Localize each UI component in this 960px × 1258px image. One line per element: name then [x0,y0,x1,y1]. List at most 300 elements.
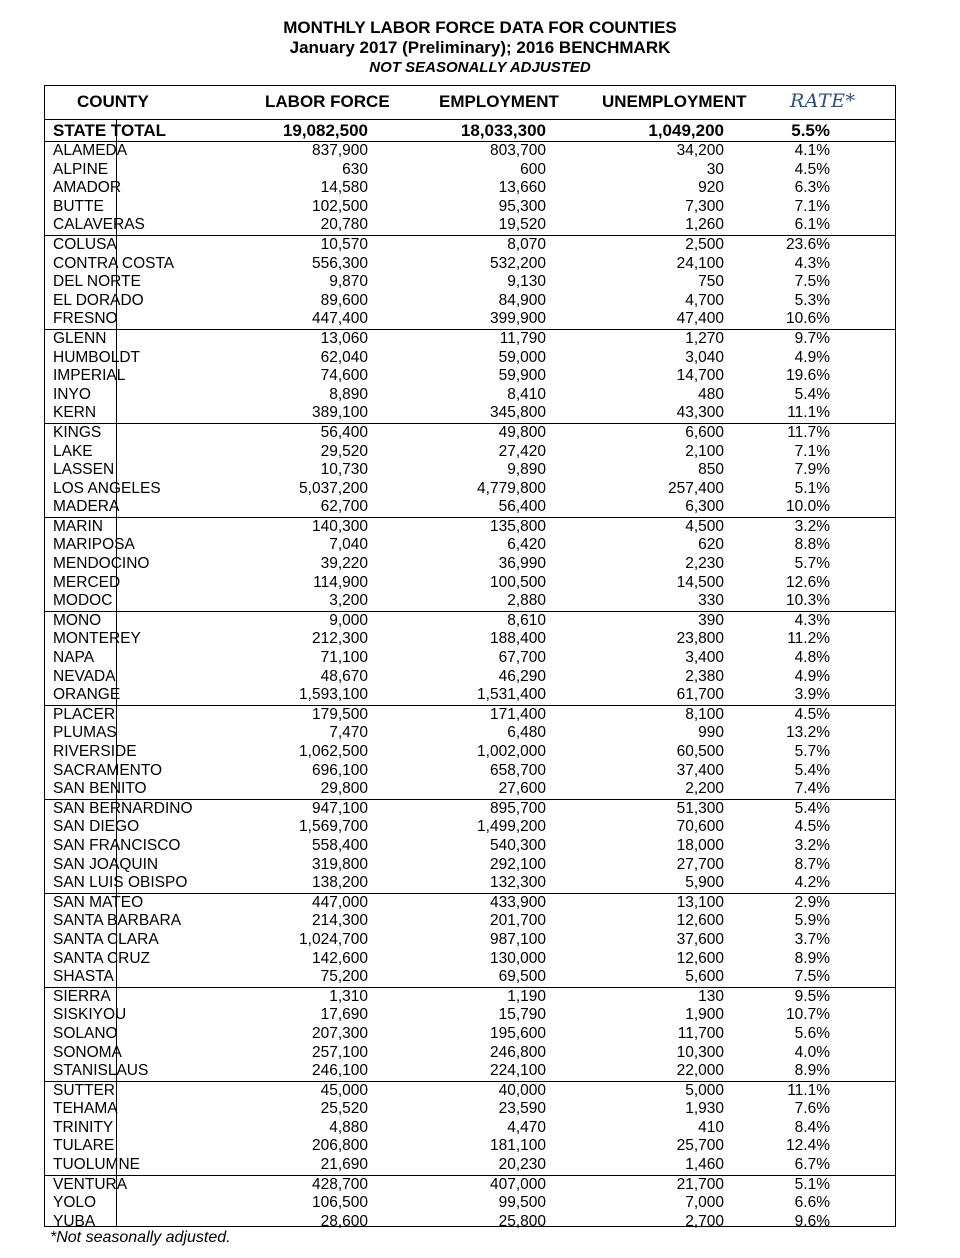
cell-employment: 59,000 [498,348,546,366]
cell-unemployment: 1,270 [685,329,724,347]
cell-employment: 399,900 [489,310,546,328]
cell-rate: 5.1% [794,1175,830,1193]
cell-county: KINGS [53,423,102,441]
table-row [45,837,895,856]
table-row [45,423,895,443]
cell-employment: 95,300 [498,197,546,215]
table-row [45,273,895,292]
cell-unemployment: 37,400 [676,761,724,779]
cell-rate: 6.1% [794,216,830,234]
cell-labor-force: 5,037,200 [299,479,368,497]
table-row [45,574,895,593]
cell-county: SAN JOAQUIN [53,855,159,873]
cell-county: TUOLUMNE [53,1156,140,1174]
table-row [45,1137,895,1156]
cell-labor-force: 14,580 [320,179,368,197]
cell-labor-force: 7,470 [329,724,368,742]
cell-labor-force: 1,062,500 [299,743,368,760]
cell-labor-force: 13,060 [320,329,368,347]
cell-rate: 11.7% [787,423,830,441]
table-row [45,1175,895,1195]
cell-rate: 23.6% [786,235,830,253]
cell-rate: 4.5% [794,818,830,836]
cell-unemployment: 13,100 [676,893,724,911]
cell-labor-force: 7,040 [329,536,368,554]
table-row [45,705,895,725]
cell-labor-force: 447,400 [311,310,368,328]
table-row [45,235,895,255]
cell-employment: 1,002,000 [477,743,546,760]
cell-unemployment: 7,000 [685,1194,724,1212]
cell-labor-force: 447,000 [311,893,368,911]
table-row [45,931,895,950]
cell-employment: 224,100 [489,1062,546,1080]
cell-rate: 5.4% [794,799,830,817]
page-title: MONTHLY LABOR FORCE DATA FOR COUNTIES [283,18,677,37]
table-row [45,743,895,762]
cell-labor-force: 39,220 [320,555,368,573]
cell-labor-force: 102,500 [311,197,368,215]
cell-employment: 4,779,800 [477,479,546,497]
cell-labor-force: 9,000 [329,611,368,629]
cell-rate: 4.3% [794,254,830,272]
table-row [45,1119,895,1138]
cell-rate: 6.6% [794,1194,830,1212]
cell-unemployment: 4,700 [685,291,724,309]
cell-rate: 5.4% [794,385,830,403]
table-row [45,555,895,574]
cell-rate: 10.7% [786,1006,830,1024]
cell-rate: 11.2% [787,630,830,648]
cell-county: MARIPOSA [53,536,135,554]
table-row [45,179,895,198]
cell-rate: 11.1% [787,404,830,422]
table-row [45,912,895,931]
cell-unemployment: 60,500 [676,743,724,760]
cell-employment: 407,000 [489,1175,546,1193]
cell-county: MADERA [53,498,120,516]
table-row [45,1006,895,1025]
cell-unemployment: 12,600 [676,949,724,967]
cell-labor-force: 8,890 [329,385,368,403]
cell-labor-force: 45,000 [320,1081,368,1099]
cell-unemployment: 14,500 [676,573,724,591]
cell-labor-force: 1,593,100 [299,686,368,704]
cell-unemployment: 2,500 [685,235,724,253]
table-row [45,386,895,405]
cell-rate: 4.5% [794,160,830,178]
cell-county: SAN DIEGO [53,818,140,836]
table-row [45,686,895,705]
cell-employment: 1,499,200 [477,818,546,836]
cell-unemployment: 24,100 [676,254,724,272]
cell-rate: 6.7% [794,1156,830,1174]
cell-county: MARIN [53,517,103,535]
cell-county: SOLANO [53,1024,118,1042]
cell-employment: 49,800 [498,423,546,441]
cell-labor-force: 556,300 [311,254,368,272]
cell-employment: 36,990 [498,555,546,573]
cell-labor-force: 89,600 [320,291,368,309]
cell-labor-force: 206,800 [311,1137,368,1155]
cell-labor-force: 75,200 [320,968,368,986]
cell-labor-force: 9,870 [329,273,368,291]
table-row [45,461,895,480]
cell-labor-force: 630 [342,160,368,178]
cell-county: STANISLAUS [53,1062,149,1080]
title-block [0,18,960,77]
cell-employment: 69,500 [498,968,546,986]
cell-employment: 15,790 [498,1006,546,1024]
cell-labor-force: 28,600 [320,1212,368,1230]
cell-labor-force: 56,400 [320,423,368,441]
cell-unemployment: 257,400 [667,479,724,497]
cell-employment: 6,480 [507,724,546,742]
cell-county: SAN FRANCISCO [53,836,181,854]
cell-employment: 99,500 [498,1194,546,1212]
cell-rate: 9.6% [794,1212,830,1230]
table-row [45,255,895,274]
cell-labor-force: 428,700 [311,1175,368,1193]
cell-labor-force: 10,570 [320,235,368,253]
cell-county: FRESNO [53,310,118,328]
table-row [45,987,895,1007]
cell-county: MONTEREY [53,630,141,648]
cell-county: TEHAMA [53,1100,118,1118]
cell-labor-force: 214,300 [311,912,368,930]
cell-rate: 4.0% [794,1043,830,1061]
cell-rate: 8.7% [794,855,830,873]
cell-labor-force: 257,100 [311,1043,368,1061]
cell-rate: 10.3% [786,592,830,610]
table-row [45,762,895,781]
cell-rate: 5.5% [791,121,830,140]
cell-labor-force: 10,730 [320,461,368,479]
header-county: COUNTY [77,92,149,111]
table-row [45,404,895,423]
cell-employment: 18,033,300 [460,121,546,140]
cell-employment: 25,800 [498,1212,546,1230]
cell-labor-force: 389,100 [311,404,368,422]
cell-rate: 4.3% [794,611,830,629]
cell-unemployment: 3,040 [685,348,724,366]
cell-labor-force: 21,690 [320,1156,368,1174]
table-row [45,856,895,875]
cell-rate: 5.4% [794,761,830,779]
cell-county: YOLO [53,1194,97,1212]
cell-rate: 3.9% [794,686,830,704]
cell-labor-force: 207,300 [311,1024,368,1042]
cell-rate: 7.5% [794,273,830,291]
table-row [45,329,895,349]
cell-unemployment: 2,380 [685,667,724,685]
cell-county: PLUMAS [53,724,117,742]
cell-unemployment: 47,400 [676,310,724,328]
cell-county: TULARE [53,1137,115,1155]
cell-unemployment: 1,260 [685,216,724,234]
cell-rate: 4.9% [794,348,830,366]
cell-county: NAPA [53,649,95,667]
cell-rate: 9.5% [794,987,830,1005]
header-labor-force: LABOR FORCE [265,92,390,111]
cell-unemployment: 43,300 [676,404,724,422]
cell-unemployment: 4,500 [685,517,724,535]
cell-employment: 20,230 [498,1156,546,1174]
cell-unemployment: 51,300 [676,799,724,817]
cell-county: NEVADA [53,667,116,685]
table-row [45,592,895,611]
cell-labor-force: 142,600 [311,949,368,967]
cell-county: STATE TOTAL [53,121,167,140]
cell-rate: 4.8% [794,649,830,667]
cell-unemployment: 25,700 [676,1137,724,1155]
cell-county: TRINITY [53,1118,114,1136]
cell-unemployment: 6,600 [685,423,724,441]
table-row [45,611,895,631]
table-row [45,310,895,329]
cell-labor-force: 696,100 [311,761,368,779]
cell-employment: 292,100 [489,855,546,873]
table-row [45,517,895,537]
cell-county: MODOC [53,592,113,610]
cell-unemployment: 330 [698,592,724,610]
cell-labor-force: 20,780 [320,216,368,234]
cell-rate: 8.9% [794,1062,830,1080]
cell-county: SAN LUIS OBISPO [53,874,188,892]
cell-rate: 3.2% [794,517,830,535]
cell-county: SUTTER [53,1081,115,1099]
cell-employment: 188,400 [489,630,546,648]
table-body [45,120,895,1231]
cell-rate: 2.9% [794,893,830,911]
table-row [45,443,895,462]
cell-employment: 8,070 [507,235,546,253]
cell-county: MENDOCINO [53,555,150,573]
cell-labor-force: 1,569,700 [299,818,368,836]
cell-labor-force: 1,024,700 [299,930,368,948]
cell-employment: 2,880 [507,592,546,610]
cell-county: HUMBOLDT [53,348,140,366]
table-row [45,818,895,837]
cell-unemployment: 2,200 [685,780,724,798]
cell-unemployment: 18,000 [676,836,724,854]
cell-unemployment: 1,930 [685,1100,724,1118]
cell-rate: 4.2% [794,874,830,892]
cell-rate: 7.6% [794,1100,830,1118]
table-row [45,198,895,217]
cell-unemployment: 850 [698,461,724,479]
page-subtitle: January 2017 (Preliminary); 2016 BENCHMARK [289,38,671,57]
cell-employment: 433,900 [489,893,546,911]
cell-rate: 8.9% [794,949,830,967]
cell-labor-force: 74,600 [320,367,368,385]
cell-county: SAN MATEO [53,893,144,911]
cell-rate: 12.4% [786,1137,830,1155]
cell-rate: 3.7% [794,930,830,948]
cell-labor-force: 138,200 [311,874,368,892]
cell-county: SAN BENITO [53,780,147,798]
cell-county: INYO [53,385,91,403]
table-row [45,724,895,743]
cell-employment: 201,700 [489,912,546,930]
cell-county: SACRAMENTO [53,761,163,779]
cell-labor-force: 29,800 [320,780,368,798]
cell-rate: 19.6% [786,367,830,385]
cell-unemployment: 22,000 [676,1062,724,1080]
table-row [45,216,895,235]
cell-unemployment: 61,700 [676,686,724,704]
cell-unemployment: 1,900 [685,1006,724,1024]
cell-unemployment: 920 [698,179,724,197]
header-rate: RATE* [790,90,856,112]
cell-employment: 803,700 [489,142,546,159]
table-header-row [45,86,895,120]
cell-unemployment: 5,000 [685,1081,724,1099]
cell-employment: 895,700 [489,799,546,817]
table-row [45,1156,895,1175]
cell-employment: 171,400 [489,705,546,723]
table-row [45,874,895,893]
cell-employment: 46,290 [498,667,546,685]
cell-employment: 532,200 [489,254,546,272]
cell-unemployment: 2,100 [685,442,724,460]
cell-employment: 135,800 [489,517,546,535]
cell-county: CALAVERAS [53,216,145,234]
cell-unemployment: 70,600 [676,818,724,836]
cell-county: SANTA CLARA [53,930,159,948]
cell-unemployment: 5,900 [685,874,724,892]
cell-employment: 56,400 [498,498,546,516]
cell-unemployment: 620 [698,536,724,554]
table-row [45,480,895,499]
cell-county: DEL NORTE [53,273,141,291]
cell-county: CONTRA COSTA [53,254,175,272]
cell-county: RIVERSIDE [53,743,137,760]
cell-labor-force: 558,400 [311,836,368,854]
cell-unemployment: 27,700 [676,855,724,873]
table-row [45,968,895,987]
cell-unemployment: 7,300 [685,197,724,215]
cell-unemployment: 37,600 [676,930,724,948]
table-row [45,1194,895,1213]
cell-employment: 6,420 [507,536,546,554]
cell-labor-force: 19,082,500 [282,121,368,140]
cell-employment: 540,300 [489,836,546,854]
cell-rate: 6.3% [794,179,830,197]
cell-county: SIERRA [53,987,111,1005]
cell-unemployment: 34,200 [676,142,724,159]
cell-unemployment: 1,049,200 [648,121,724,140]
cell-unemployment: 8,100 [685,705,724,723]
cell-employment: 84,900 [498,291,546,309]
cell-unemployment: 1,460 [685,1156,724,1174]
cell-county: LASSEN [53,461,115,479]
labor-force-table [44,85,896,1230]
cell-county: KERN [53,404,97,422]
cell-rate: 7.4% [794,780,830,798]
cell-county: IMPERIAL [53,367,126,385]
cell-labor-force: 3,200 [329,592,368,610]
cell-unemployment: 5,600 [685,968,724,986]
cell-county: LAKE [53,442,93,460]
cell-rate: 5.7% [794,555,830,573]
cell-employment: 600 [520,160,546,178]
cell-county: MONO [53,611,102,629]
table-row [45,161,895,180]
table-row [45,349,895,368]
cell-labor-force: 4,880 [329,1118,368,1136]
cell-labor-force: 319,800 [311,855,368,873]
cell-county: COLUSA [53,235,117,253]
cell-employment: 67,700 [498,649,546,667]
table-row [45,1025,895,1044]
cell-unemployment: 21,700 [676,1175,724,1193]
cell-unemployment: 23,800 [676,630,724,648]
cell-unemployment: 750 [698,273,724,291]
cell-county: AMADOR [53,179,122,197]
table-row [45,498,895,517]
cell-labor-force: 212,300 [311,630,368,648]
cell-labor-force: 25,520 [320,1100,368,1118]
table-row [45,780,895,799]
table-row [45,893,895,913]
cell-unemployment: 3,400 [685,649,724,667]
cell-county: YUBA [53,1212,96,1230]
cell-rate: 4.1% [794,142,830,159]
cell-county: SONOMA [53,1043,122,1061]
cell-rate: 10.0% [786,498,830,516]
cell-employment: 27,600 [498,780,546,798]
cell-rate: 4.9% [794,667,830,685]
cell-county: ALAMEDA [53,142,128,159]
cell-labor-force: 17,690 [320,1006,368,1024]
cell-unemployment: 990 [698,724,724,742]
cell-unemployment: 480 [698,385,724,403]
cell-rate: 5.1% [794,479,830,497]
cell-employment: 195,600 [489,1024,546,1042]
cell-labor-force: 1,310 [329,987,368,1005]
cell-labor-force: 62,040 [320,348,368,366]
cell-employment: 8,610 [507,611,546,629]
cell-rate: 9.7% [794,329,830,347]
cell-labor-force: 62,700 [320,498,368,516]
cell-county: LOS ANGELES [53,479,161,497]
footnote: *Not seasonally adjusted. [50,1229,231,1246]
cell-county: EL DORADO [53,291,144,309]
header-unemployment: UNEMPLOYMENT [602,92,747,111]
cell-rate: 8.8% [794,536,830,554]
cell-county: SISKIYOU [53,1006,127,1024]
cell-county: GLENN [53,329,107,347]
cell-employment: 658,700 [489,761,546,779]
cell-labor-force: 106,500 [311,1194,368,1212]
table-row [45,649,895,668]
cell-labor-force: 947,100 [311,799,368,817]
table-row [45,630,895,649]
cell-unemployment: 14,700 [676,367,724,385]
cell-county: PLACER [53,705,116,723]
cell-employment: 59,900 [498,367,546,385]
cell-employment: 246,800 [489,1043,546,1061]
table-row [45,1044,895,1063]
cell-labor-force: 246,100 [311,1062,368,1080]
cell-labor-force: 48,670 [320,667,368,685]
table-row [45,950,895,969]
cell-unemployment: 30 [706,160,724,178]
cell-rate: 7.5% [794,968,830,986]
cell-employment: 9,130 [507,273,546,291]
cell-rate: 5.9% [794,912,830,930]
